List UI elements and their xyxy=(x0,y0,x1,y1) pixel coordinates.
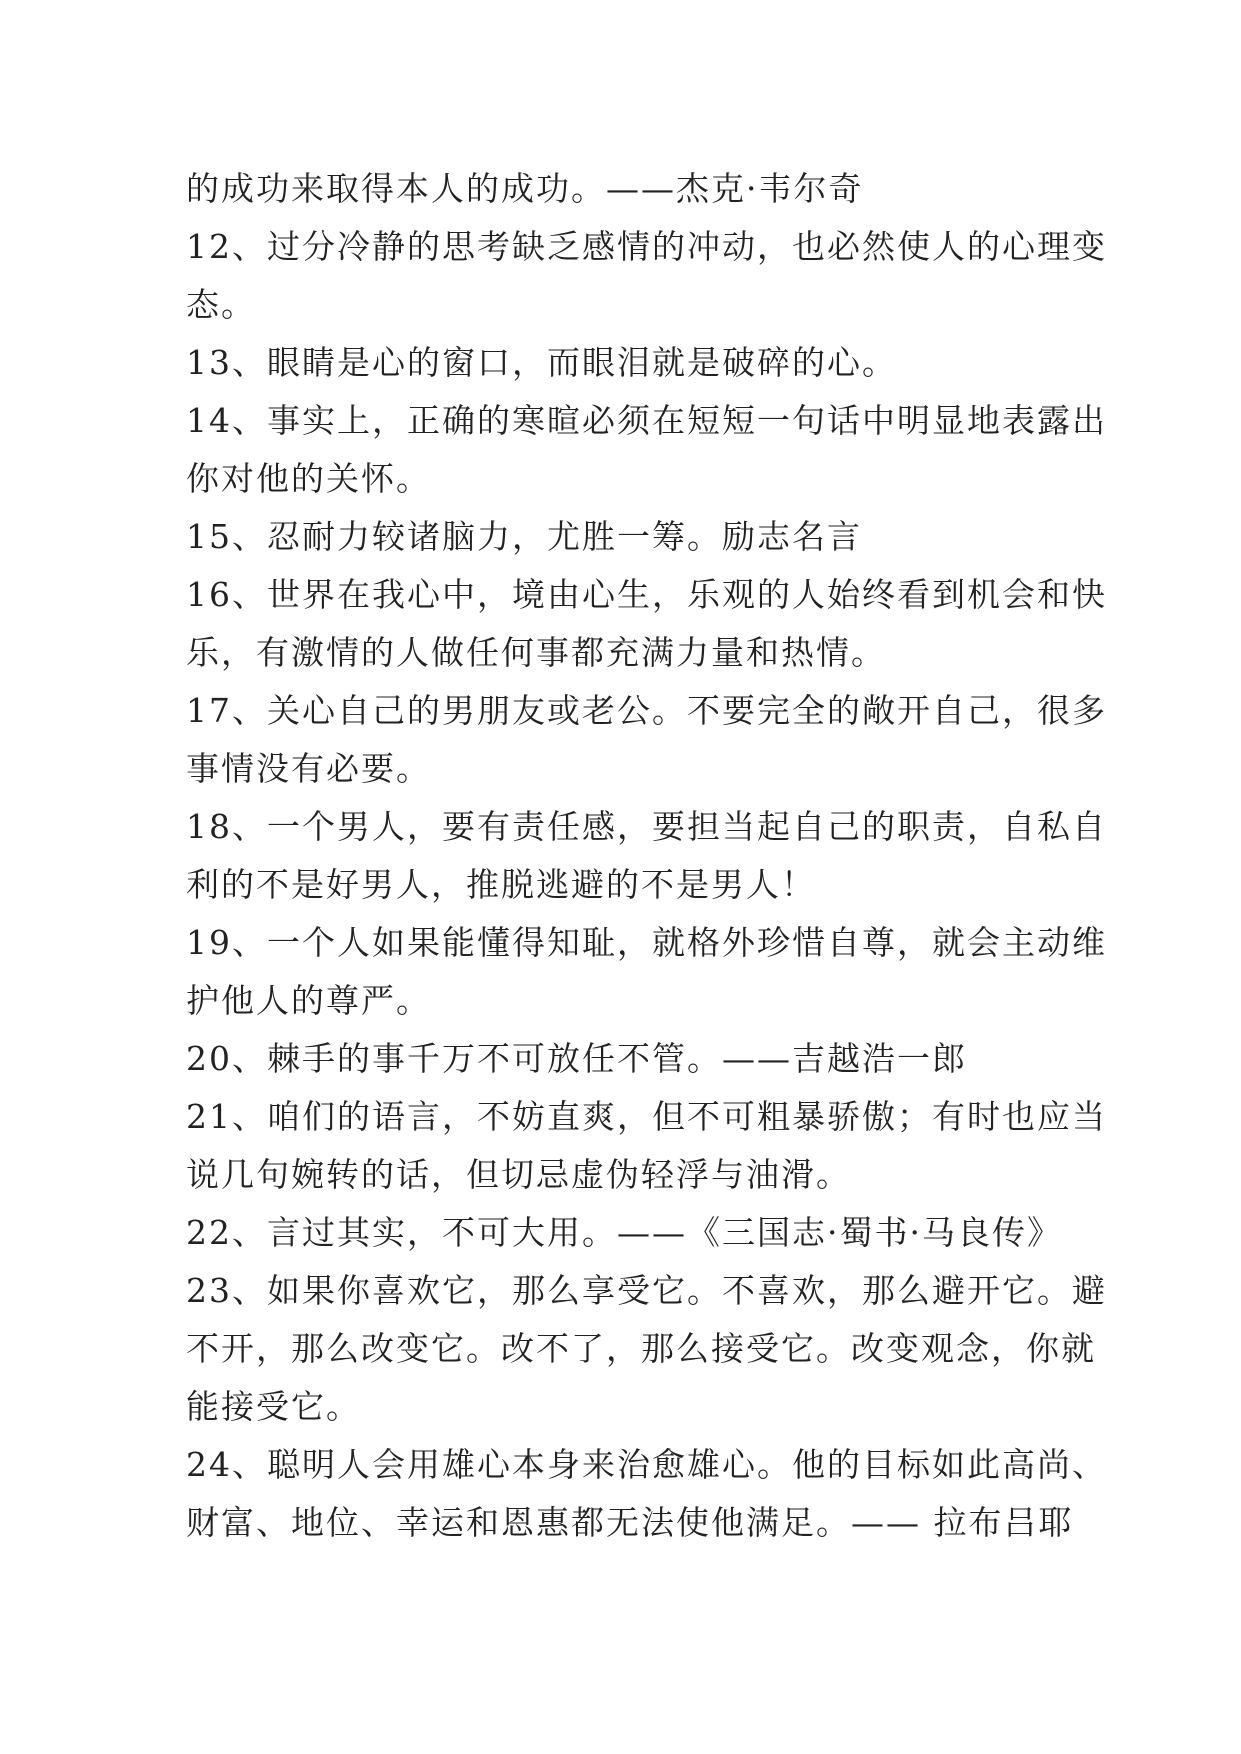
text-line: 事情没有必要。 xyxy=(186,749,431,788)
text-line: 24、聪明人会用雄心本身来治愈雄心。他的目标如此高尚、 xyxy=(186,1445,1107,1484)
text-line: 能接受它。 xyxy=(186,1387,361,1426)
quote-text-block xyxy=(186,160,1107,1552)
text-line: 19、一个人如果能懂得知耻，就格外珍惜自尊，就会主动维 xyxy=(186,923,1107,962)
text-line: 16、世界在我心中，境由心生，乐观的人始终看到机会和快 xyxy=(186,575,1107,614)
text-line: 17、关心自己的男朋友或老公。不要完全的敞开自己，很多 xyxy=(186,691,1107,730)
text-line: 不开，那么改变它。改不了，那么接受它。改变观念，你就 xyxy=(186,1329,1096,1368)
text-line: 23、如果你喜欢它，那么享受它。不喜欢，那么避开它。避 xyxy=(186,1271,1107,1310)
text-line: 15、忍耐力较诸脑力，尤胜一筹。励志名言 xyxy=(186,517,862,556)
text-line: 12、过分冷静的思考缺乏感情的冲动，也必然使人的心理变 xyxy=(186,227,1107,266)
text-line: 18、一个男人，要有责任感，要担当起自己的职责，自私自 xyxy=(186,807,1107,846)
text-line: 财富、地位、幸运和恩惠都无法使他满足。—— 拉布吕耶 xyxy=(186,1503,1074,1542)
text-line: 21、咱们的语言，不妨直爽，但不可粗暴骄傲；有时也应当 xyxy=(186,1097,1107,1136)
text-line: 护他人的尊严。 xyxy=(186,981,431,1020)
text-line: 20、棘手的事千万不可放任不管。——吉越浩一郎 xyxy=(186,1039,967,1078)
text-line: 14、事实上，正确的寒暄必须在短短一句话中明显地表露出 xyxy=(186,401,1107,440)
text-line: 利的不是好男人，推脱逃避的不是男人！ xyxy=(186,865,816,904)
text-line: 的成功来取得本人的成功。——杰克·韦尔奇 xyxy=(186,169,864,208)
text-line: 乐，有激情的人做任何事都充满力量和热情。 xyxy=(186,633,886,672)
text-line: 说几句婉转的话，但切忌虚伪轻浮与油滑。 xyxy=(186,1155,851,1194)
text-line: 22、言过其实，不可大用。——《三国志·蜀书·马良传》 xyxy=(186,1213,1062,1252)
text-line: 态。 xyxy=(186,285,256,324)
text-line: 你对他的关怀。 xyxy=(186,459,431,498)
text-line: 13、眼睛是心的窗口，而眼泪就是破碎的心。 xyxy=(186,343,897,382)
